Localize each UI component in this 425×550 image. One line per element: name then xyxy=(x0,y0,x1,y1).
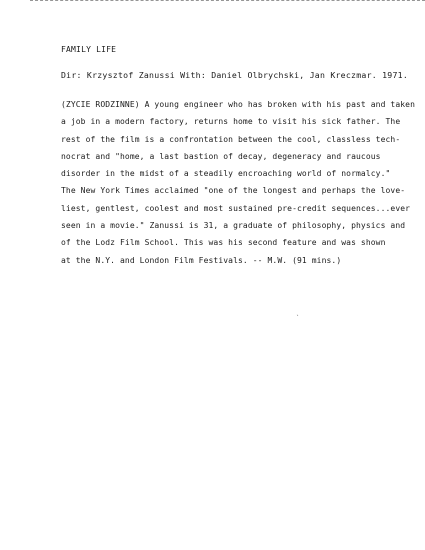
synopsis-line: (ZYCIE RODZINNE) A young engineer who has broken with his past and taken xyxy=(61,100,415,109)
synopsis-line: of the Lodz Film School. This was his second feature and was shown xyxy=(61,238,386,248)
stray-ink-mark: ` xyxy=(296,315,300,322)
synopsis-line: disorder in the midst of a steadily encroaching world of normalcy." xyxy=(61,169,391,179)
synopsis-line: The New York Times acclaimed "one of the longest and perhaps the love- xyxy=(61,186,406,196)
synopsis-line: liest, gentlest, coolest and most sustained pre-credit sequences...ever xyxy=(61,203,411,213)
film-title: FAMILY LIFE xyxy=(61,45,117,54)
synopsis-line: at the N.Y. and London Film Festivals. -- M.W. (91 mins.) xyxy=(61,255,342,265)
scan-edge-marks xyxy=(30,0,425,5)
film-credits: Dir: Krzysztof Zanussi With: Daniel Olbrychski, Jan Kreczmar. 1971. xyxy=(61,70,409,80)
synopsis-line: a job in a modern factory, returns home to visit his sick father. The xyxy=(61,117,401,127)
film-synopsis xyxy=(61,96,425,269)
synopsis-line: seen in a movie." Zanussi is 31, a graduate of philosophy, physics and xyxy=(61,221,406,231)
synopsis-line: rest of the film is a confrontation between the cool, classless tech- xyxy=(61,134,401,144)
synopsis-line: nocrat and "home, a last bastion of decay, degeneracy and raucous xyxy=(61,151,381,161)
